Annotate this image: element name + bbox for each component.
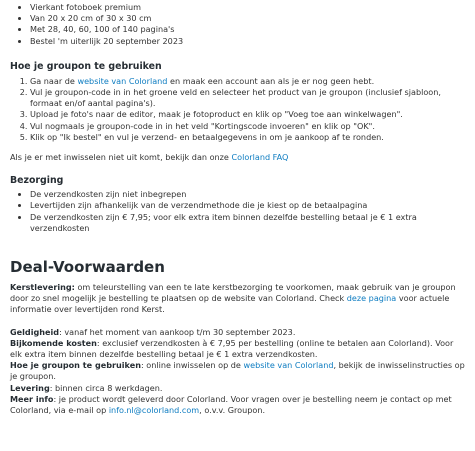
christmas-paragraph: [10, 282, 465, 316]
usage-heading: Hoe je groupon te gebruiken: [10, 60, 162, 72]
usage-steps-list: [10, 76, 465, 143]
shipping-item: • Levertijden zijn afhankelijk van de verzendmethode die je kiest op de betaalpagina: [30, 200, 465, 211]
delivery-line: [10, 383, 465, 394]
christmas-info-link[interactable]: deze pagina: [346, 293, 397, 304]
validity-label: Geldigheid: [10, 326, 60, 337]
product-bullet: • Bestel 'm uiterlijk 20 september 2023: [30, 36, 465, 47]
usage-step-text: en maak een account aan als je er nog geen hebt.: [167, 75, 375, 86]
usage-step: [30, 76, 465, 87]
colorland-website-link[interactable]: website van Colorland: [77, 75, 168, 86]
howto-label: Hoe je groupon te gebruiken: [10, 360, 141, 371]
delivery-label: Levering: [10, 382, 50, 393]
christmas-label: Kerstlevering:: [10, 282, 75, 293]
terms-body: [10, 282, 465, 416]
howto-colorland-link[interactable]: website van Colorland: [243, 360, 334, 371]
more-info-line: [10, 394, 465, 416]
product-bullet: • Van 20 x 20 cm of 30 x 30 cm: [30, 13, 465, 24]
product-bullet: • Met 28, 40, 60, 100 of 140 pagina's: [30, 24, 465, 35]
more-info-label: Meer info: [10, 393, 54, 404]
product-bullet: • Vierkant fotoboek premium: [30, 2, 465, 13]
howto-line: [10, 360, 465, 382]
usage-step: 3. Upload je foto's naar de editor, maak je fotoproduct en klik op "Voeg toe aan winkelwagen".: [30, 109, 465, 120]
costs-line: [10, 338, 465, 360]
delivery-text: : binnen circa 8 werkdagen.: [49, 382, 163, 393]
christmas-text: om teleurstelling van een te late kerstbezorging te voorkomen, maak gebruik van je groupon door zo snel mogelijk je bestelling te plaatsen op de website van Colorland. Check: [10, 282, 456, 304]
colorland-faq-link[interactable]: Colorland FAQ: [231, 152, 289, 163]
terms-heading: Deal-Voorwaarden: [10, 258, 165, 277]
validity-text: : vanaf het moment van aankoop t/m 30 september 2023.: [59, 326, 296, 337]
more-info-text: : je product wordt geleverd door Colorland. Voor vragen over je bestelling neem je contact op met Colorland, via e-mail op: [10, 393, 452, 416]
howto-text: : online inwisselen op de: [140, 360, 244, 371]
product-bullet-list: [10, 2, 465, 47]
faq-note: [10, 152, 465, 163]
costs-label: Bijkomende kosten: [10, 337, 97, 348]
email-link[interactable]: info.nl@colorland.com: [108, 405, 200, 416]
shipping-item: • De verzendkosten zijn € 7,95; voor elk extra item binnen dezelfde bestelling betaal je € 1 extra verzendkosten: [30, 212, 465, 234]
christmas-text-end: voor actuele informatie over levertijden rond Kerst.: [10, 293, 450, 315]
usage-step-text: Ga naar de: [30, 75, 78, 86]
costs-text: : exclusief verzendkosten à € 7,95 per bestelling (online te betalen aan Colorland). Voor elk extra item binnen dezelfde bestelling betaal je € 1 extra verzendkosten.: [10, 337, 454, 360]
shipping-list: [10, 189, 465, 234]
usage-step: 2. Vul je groupon-code in in het groene veld en selecteer het product van je groupon (inclusief sjabloon, formaat en/of aantal pagina's).: [30, 87, 465, 109]
usage-step: 4. Vul nogmaals je groupon-code in in het veld "Kortingscode invoeren" en klik op "OK".: [30, 121, 465, 132]
deal-details: [0, 2, 475, 416]
validity-line: [10, 327, 465, 338]
more-info-text-end: , o.v.v. Groupon.: [199, 405, 266, 416]
faq-text: Als je er met inwisselen niet uit komt, bekijk dan onze: [10, 152, 232, 163]
usage-step: 5. Klik op "Ik bestel" en vul je verzend- en betaalgegevens in om je aankoop af te ronden.: [30, 132, 465, 143]
shipping-heading: Bezorging: [10, 175, 64, 187]
howto-text-end: , bekijk de inwisselinstructies op je groupon.: [10, 360, 465, 382]
shipping-item: • De verzendkosten zijn niet inbegrepen: [30, 189, 465, 200]
